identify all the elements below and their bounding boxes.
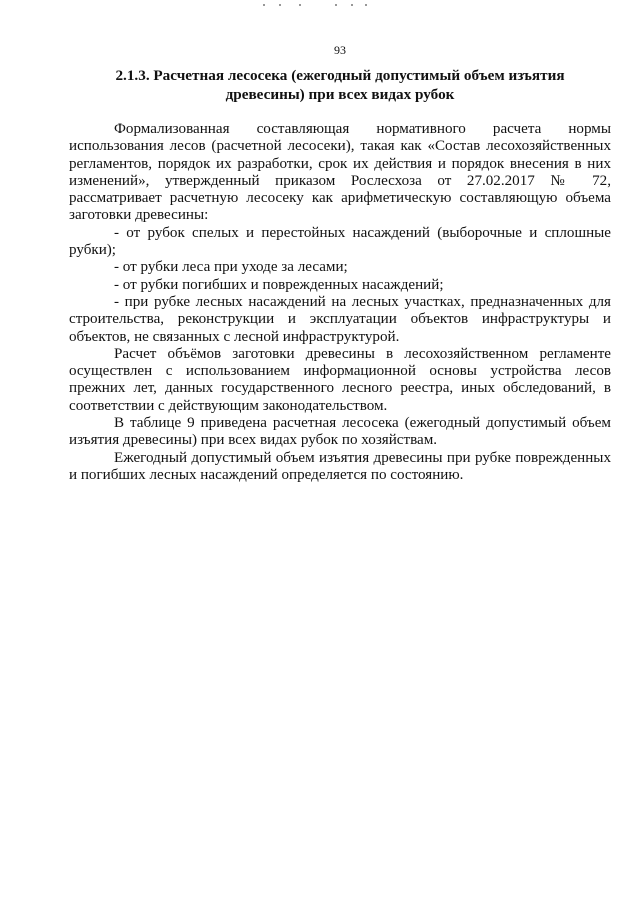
- scan-speck: [365, 4, 367, 6]
- list-item: - при рубке лесных насаждений на лесных участках, предназначенных для строительства, реконструкции и эксплуатации объектов инфраструктуры и объектов, не связанных с лесной инфраструктурой.: [69, 293, 611, 345]
- scan-speck: [299, 4, 301, 6]
- paragraph-calculation: Расчет объёмов заготовки древесины в лесохозяйственном регламенте осуществлен с использованием информационной основы устройства лесов прежних лет, данных государственного лесного реестра, иных обследований, в соответствии с действующим законодательством.: [69, 345, 611, 414]
- scan-speck: [351, 4, 353, 6]
- paragraph-intro: Формализованная составляющая нормативного расчета нормы использования лесов (расчетной лесосеки), такая как «Состав лесохозяйственных регламентов, порядок их разработки, срок их действия и порядок внесения в них изменений», утвержденный приказом Рослесхоза от 27.02.2017 № 72, рассматривает расчетную лесосеку как арифметическую составляющую объема заготовки древесины:: [69, 121, 611, 224]
- list-item: - от рубки леса при уходе за лесами;: [114, 259, 348, 276]
- section-heading-line: древесины) при всех видах рубок: [225, 86, 455, 103]
- list-item: - от рубки погибших и поврежденных насаждений;: [114, 276, 444, 293]
- scan-speck: [335, 4, 337, 6]
- section-heading-line: 2.1.3. Расчетная лесосека (ежегодный допустимый объем изъятия: [115, 67, 565, 84]
- paragraph-annual-volume: Ежегодный допустимый объем изъятия древесины при рубке поврежденных и погибших лесных насаждений определяется по состоянию.: [69, 449, 611, 483]
- scan-speck: [263, 4, 265, 6]
- scan-artifacts: [255, 4, 375, 10]
- page-number: 93: [334, 43, 346, 57]
- list-item: - от рубок спелых и перестойных насаждений (выборочные и сплошные рубки);: [69, 224, 611, 259]
- scan-speck: [279, 4, 281, 6]
- section-heading: [70, 66, 610, 104]
- document-body: [69, 121, 611, 484]
- paragraph-table-reference: В таблице 9 приведена расчетная лесосека (ежегодный допустимый объем изъятия древесины) при всех видах рубок по хозяйствам.: [69, 415, 611, 449]
